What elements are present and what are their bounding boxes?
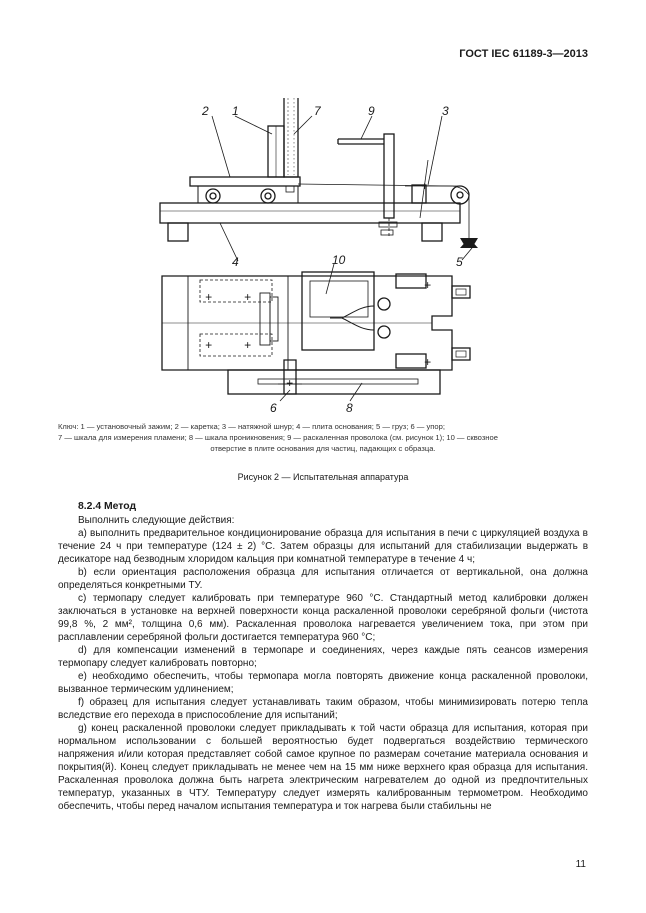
callout-5: 5: [456, 255, 463, 269]
paragraph-d: d) для компенсации изменений в термопаре и соединениях, через каждые пять сеансов измерения термопару следует калибровать повторно;: [58, 645, 588, 669]
legend-line: отверстие в плите основания для частиц, падающих с образца.: [210, 444, 436, 453]
callout-6: 6: [270, 401, 277, 414]
apparatus-figure: [150, 98, 500, 414]
plus-mark: +: [205, 338, 213, 352]
page-number: 11: [575, 859, 586, 870]
pulley: [451, 186, 469, 204]
section-title: 8.2.4 Метод: [78, 501, 137, 512]
paragraph-a: а) выполнить предварительное кондиционирование образца для испытания в печи с циркуляцией воздуха в течение 24 ч при температуре (124 ± 2) °С. Затем образцы для испытаний для стабилизации выдержать в десикаторе над безводным хлоридом кальция при комнатной температуре в течение 4 ч;: [58, 528, 588, 565]
callout-1: 1: [232, 104, 239, 118]
callout-7: 7: [314, 104, 321, 118]
glow-wire-post: [384, 134, 394, 218]
paragraph-b: b) если ориентация расположения образца для испытания отличается от вертикальной, она должна определяться конкретными ТУ.: [58, 567, 588, 591]
callout-8: 8: [346, 401, 353, 414]
figure-legend: [58, 421, 588, 454]
section-body: [58, 514, 588, 813]
penetration-scale-frame: [228, 370, 440, 394]
callout-9: 9: [368, 104, 375, 118]
legend-line: 7 — шкала для измерения пламени; 8 — шкала проникновения; 9 — раскаленная проволока (см. рисунок 1); 10 — сквозное: [58, 433, 498, 442]
flame-scale: [284, 98, 298, 177]
carriage: [190, 177, 300, 186]
paragraph-intro: Выполнить следующие действия:: [78, 515, 235, 526]
paragraph-c: с) термопару следует калибровать при температуре 960 °С. Стандартный метод калибровки должен заключаться в установке на верхней поверхности конца раскаленной проволоки серебряной фольги (чистота 99,8 %, 2 мм², толщина 0,6 мм). Раскаленная проволока нагревается увеличением тока, при этом при расплавлении серебряной фольги достигается температура 960 °С;: [58, 593, 588, 643]
paragraph-f: f) образец для испытания следует устанавливать таким образом, чтобы минимизировать потерю тепла вследствие его перехода в приспособление для испытаний;: [58, 697, 588, 721]
plus-mark: +: [244, 338, 252, 352]
through-hole: [302, 272, 374, 350]
callout-10: 10: [332, 253, 346, 267]
wheel-left: [206, 189, 220, 203]
plus-mark: +: [286, 376, 294, 390]
document-header: ГОСТ IEC 61189-3—2013: [459, 48, 588, 60]
penetration-scale: [258, 379, 418, 384]
legend-line: Ключ: 1 — установочный зажим; 2 — каретка; 3 — натяжной шнур; 4 — плита основания; 5 — груз; 6 — упор;: [58, 422, 445, 431]
plus-mark: +: [421, 179, 429, 193]
side-view: [160, 98, 478, 261]
callout-3: 3: [442, 104, 449, 118]
glow-wire-loop: [342, 306, 374, 330]
callout-2: 2: [202, 104, 209, 118]
plus-mark: +: [205, 290, 213, 304]
figure-caption: Рисунок 2 — Испытательная аппаратура: [237, 472, 409, 482]
wheel-right: [261, 189, 275, 203]
base-leg-left: [168, 223, 188, 241]
paragraph-e: е) необходимо обеспечить, чтобы термопара могла повторять движение конца раскаленной проволоки, вызванное термическим удлинением;: [58, 671, 588, 695]
apparatus-drawing: [150, 98, 500, 414]
callout-4: 4: [232, 255, 239, 269]
plus-mark: +: [424, 355, 432, 369]
paragraph-g: g) конец раскаленной проволоки следует прикладывать к той части образца для испытания, которая при нормальном использовании с большей вероятностью будет подвергаться воздействию термического напряжения и/или которая представляет собой самое крупное по размерам сочетание материала основания и покрытия(й). Конец следует прикладывать не менее чем на 15 мм ниже верхнего края образца для испытания. Раскаленная проволока должна быть нагрета электрическим нагревателем до одной из предпочтительных температур, указанных в ЧТУ. Температуру следует измерять калиброванным термометром. Необходимо обеспечить, чтобы перед началом испытания температура и ток нагрева были стабильны не: [58, 723, 588, 812]
base-plate: [160, 203, 460, 223]
plus-mark: +: [244, 290, 252, 304]
base-leg-right: [422, 223, 442, 241]
plus-mark: +: [424, 278, 432, 292]
